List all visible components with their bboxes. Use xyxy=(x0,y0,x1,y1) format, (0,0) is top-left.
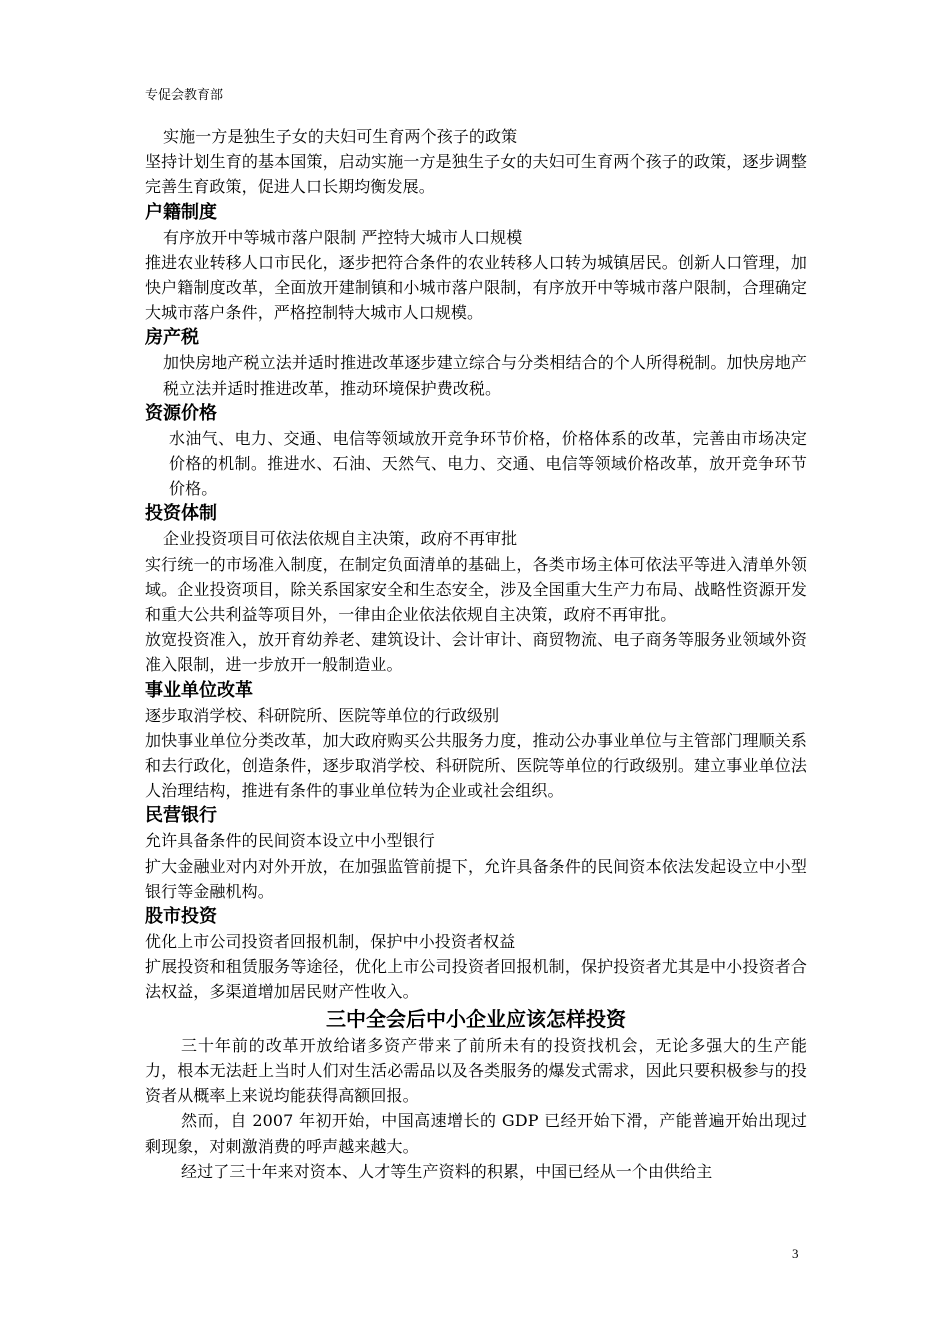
paragraph: 坚持计划生育的基本国策，启动实施一方是独生子女的夫妇可生育两个孩子的政策，逐步调整完善生育政策，促进人口长期均衡发展。 xyxy=(145,152,807,197)
page-number: 3 xyxy=(792,1246,799,1261)
sub-heading-line: 加快房地产税立法并适时推进改革逐步建立综合与分类相结合的个人所得税制。加快房地产税立法并适时推进改革，推动环境保护费改税。 xyxy=(163,353,808,398)
section-heading: 户籍制度 xyxy=(145,201,217,223)
sub-heading-line: 有序放开中等城市落户限制 严控特大城市人口规模 xyxy=(163,227,523,247)
paragraph: 加快事业单位分类改革，加大政府购买公共服务力度，推动公办事业单位与主管部门理顺关系和去行政化，创造条件，逐步取消学校、科研院所、医院等单位的行政级别。建立事业单位法人治理结构，推进有条件的事业单位转为企业或社会组织。 xyxy=(145,730,807,801)
indented-paragraph: 三十年前的改革开放给诸多资产带来了前所未有的投资找机会，无论多强大的生产能力，根本无法赶上当时人们对生活必需品以及各类服务的爆发式需求，因此只要积极参与的投资者从概率上来说均能获得高额回报。 xyxy=(145,1035,807,1106)
paragraph: 逐步取消学校、科研院所、医院等单位的行政级别 xyxy=(145,705,500,725)
section-heading: 股市投资 xyxy=(145,906,217,928)
section-heading: 投资体制 xyxy=(145,503,217,525)
section-heading: 资源价格 xyxy=(145,402,217,424)
paragraph: 允许具备条件的民间资本设立中小型银行 xyxy=(145,831,435,851)
paragraph: 推进农业转移人口市民化，逐步把符合条件的农业转移人口转为城镇居民。创新人口管理，加快户籍制度改革，全面放开建制镇和小城市落户限制，有序放开中等城市落户限制，合理确定大城市落户条件，严格控制特大城市人口规模。 xyxy=(145,252,807,323)
section-heading: 事业单位改革 xyxy=(145,679,253,701)
sub-heading-line: 实施一方是独生子女的夫妇可生育两个孩子的政策 xyxy=(163,127,518,146)
page-header: 专促会教育部 xyxy=(145,88,224,103)
article-title: 三中全会后中小企业应该怎样投资 xyxy=(326,1006,626,1031)
paragraph: 扩大金融业对内对外开放，在加强监管前提下，允许具备条件的民间资本依法发起设立中小型银行等金融机构。 xyxy=(145,856,807,901)
paragraph: 优化上市公司投资者回报机制，保护中小投资者权益 xyxy=(145,932,516,952)
section-heading: 民营银行 xyxy=(145,805,217,827)
sub-heading-line: 企业投资项目可依法依规自主决策，政府不再审批 xyxy=(163,529,518,549)
document-body xyxy=(145,124,807,1184)
indented-paragraph: 经过了三十年来对资本、人才等生产资料的积累，中国已经从一个由供给主 xyxy=(181,1161,713,1181)
paragraph: 扩展投资和租赁服务等途径，优化上市公司投资者回报机制，保护投资者尤其是中小投资者合法权益，多渠道增加居民财产性收入。 xyxy=(145,957,807,1002)
section-heading: 房产税 xyxy=(145,327,199,349)
sub-heading-line: 水油气、电力、交通、电信等领域放开竞争环节价格，价格体系的改革，完善由市场决定价格的机制。推进水、石油、天然气、电力、交通、电信等领域价格改革，放开竞争环节价格。 xyxy=(169,428,807,499)
paragraph: 实行统一的市场准入制度，在制定负面清单的基础上，各类市场主体可依法平等进入清单外领域。企业投资项目，除关系国家安全和生态安全，涉及全国重大生产力布局、战略性资源开发和重大公共利益等项目外，一律由企业依法依规自主决策，政府不再审批。 xyxy=(145,554,807,625)
paragraph: 放宽投资准入，放开育幼养老、建筑设计、会计审计、商贸物流、电子商务等服务业领域外资准入限制，进一步放开一般制造业。 xyxy=(145,630,807,675)
indented-paragraph: 然而，自 2007 年初开始，中国高速增长的 GDP 已经开始下滑，产能普遍开始出现过剩现象，对刺激消费的呼声越来越大。 xyxy=(145,1111,807,1156)
